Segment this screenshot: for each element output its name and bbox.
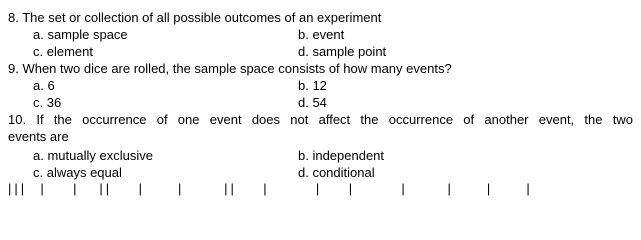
question-10-stem-line-1: 10. If the occurrence of one event does not affect the occurrence of another event, the two bbox=[8, 112, 633, 127]
question-9-option-b: b. 12 bbox=[298, 78, 327, 93]
question-10-option-a: a. mutually exclusive bbox=[33, 148, 153, 163]
cropped-next-line: ||| | | || | | || | | | | | | | bbox=[8, 181, 533, 196]
question-8-option-d: d. sample point bbox=[298, 44, 387, 59]
question-9-stem: 9. When two dice are rolled, the sample space consists of how many events? bbox=[8, 61, 452, 76]
question-10-option-c: c. always equal bbox=[33, 165, 122, 180]
question-9-option-d: d. 54 bbox=[298, 95, 327, 110]
question-8-option-a: a. sample space bbox=[33, 27, 128, 42]
question-8-option-b: b. event bbox=[298, 27, 345, 42]
question-10-option-d: d. conditional bbox=[298, 165, 375, 180]
question-9-option-a: a. 6 bbox=[33, 78, 55, 93]
question-10-stem-line-2: events are bbox=[8, 129, 69, 144]
question-10-option-b: b. independent bbox=[298, 148, 385, 163]
question-8-option-c: c. element bbox=[33, 44, 93, 59]
question-8-stem: 8. The set or collection of all possible outcomes of an experiment bbox=[8, 10, 382, 25]
question-9-option-c: c. 36 bbox=[33, 95, 62, 110]
